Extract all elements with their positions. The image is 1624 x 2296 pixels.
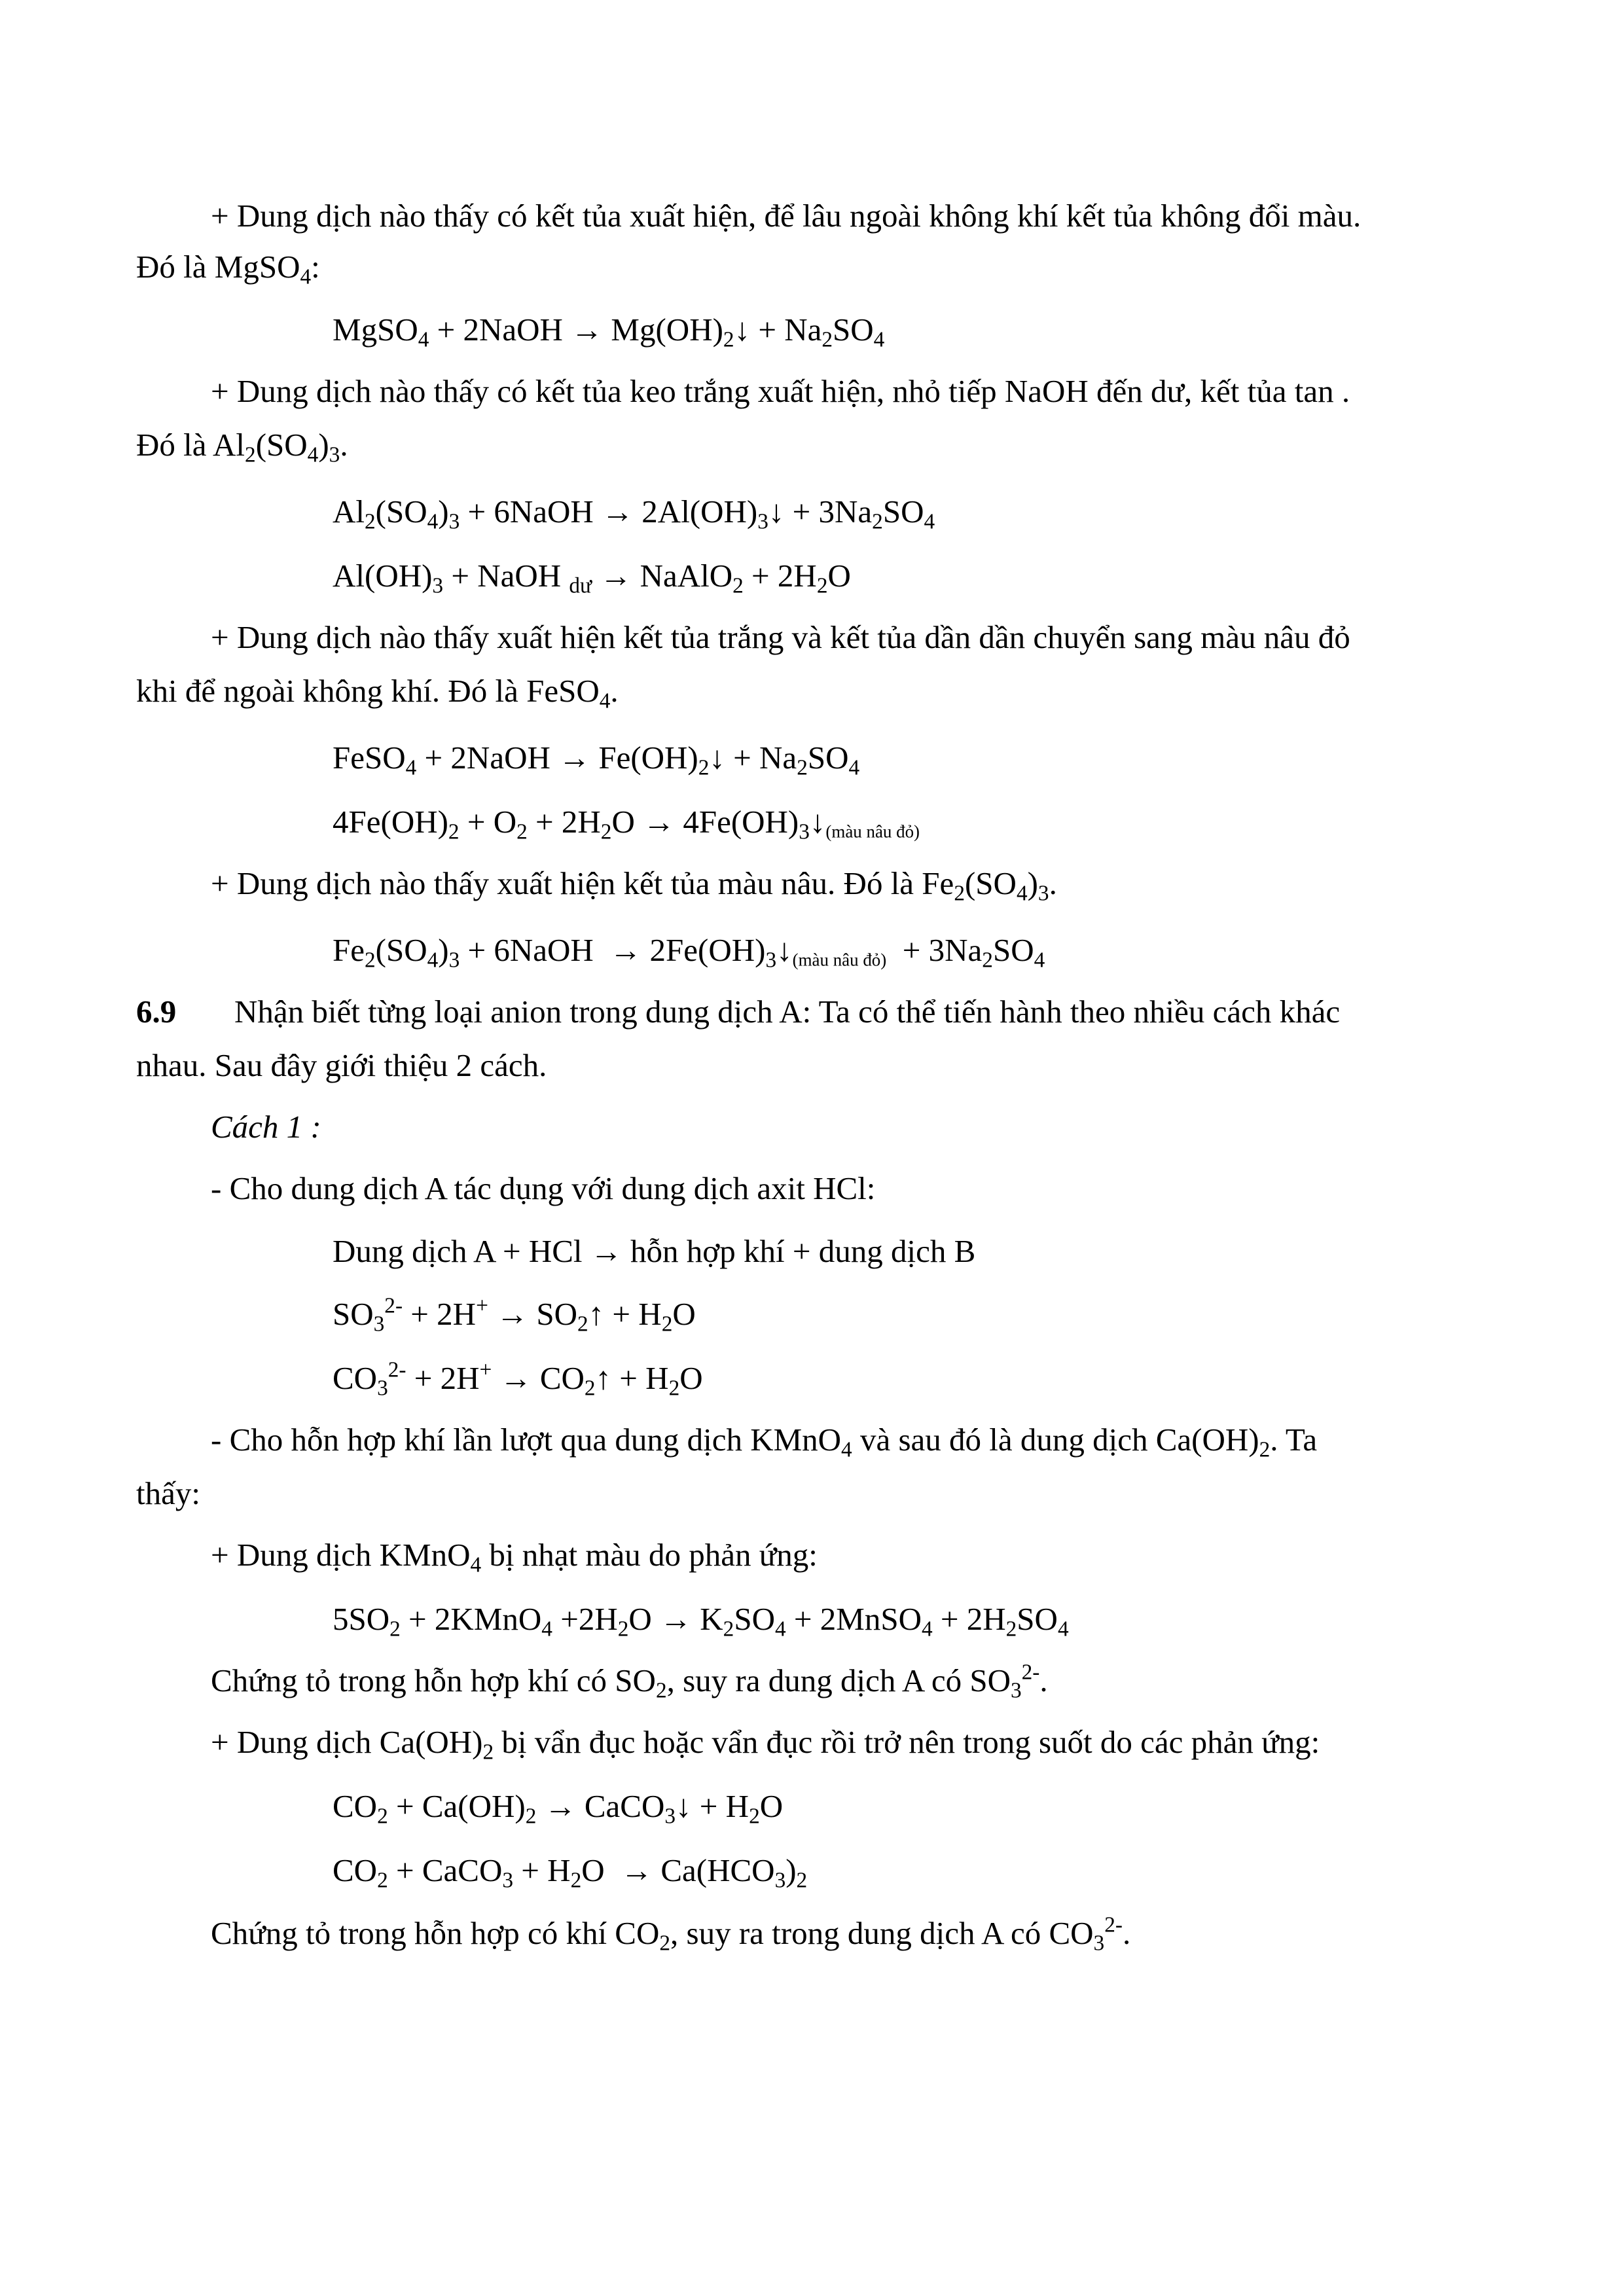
label-mau-nau-do-2: (màu nâu đỏ) (792, 950, 887, 970)
text: - Cho dung dịch A tác dụng với dung dịch axit HCl: (211, 1170, 876, 1206)
paragraph-line (136, 1046, 547, 1085)
paragraph-line: Đó là MgSO$_4$: (136, 249, 320, 289)
text: . Ta (1270, 1422, 1318, 1458)
equation: $5SO_2$ + 2KMnO$_4$ $+2H_2O \to K_2SO_4$ + 2MnSO$_4$ + $2H_2SO_4$ (333, 1601, 1069, 1641)
text: Đó là Al (136, 427, 245, 463)
label-du: dư (569, 573, 592, 598)
paragraph-line: + Dung dịch $Ca(OH)_2$ bị vẩn đục hoặc vẩn đục rồi trở nên trong suốt do các phản ứng: (211, 1724, 1320, 1765)
text: bị nhạt màu do phản ứng: (481, 1537, 818, 1573)
paragraph-line: - Cho hỗn hợp khí lần lượt qua dung dịch KMnO$_4$ và sau đó là dung dịch $Ca(OH)_2$. Ta (211, 1422, 1318, 1462)
paragraph-line (136, 1474, 200, 1513)
text: nhau. Sau đây giới thiệu 2 cách. (136, 1047, 547, 1083)
equation (333, 1232, 975, 1271)
text: + Dung dịch nào thấy có kết tủa xuất hiện, để lâu ngoài không khí kết tủa không đổi màu. (211, 198, 1362, 234)
text: MgSO (333, 312, 418, 348)
text: + Dung dịch Ca(OH) (211, 1724, 483, 1760)
text: khi để ngoài không khí. Đó là FeSO (136, 673, 600, 709)
paragraph-line: Chứng tỏ trong hỗn hợp khí có $SO_2$, suy ra dung dịch A có $SO_3^{2-}$. (211, 1660, 1048, 1703)
text: - Cho hỗn hợp khí lần lượt qua dung dịch KMnO (211, 1422, 842, 1458)
equation: $Fe_2(SO_4)_3$ + 6NaOH → $2Fe(OH)_3↓_{(màu nâu đỏ)} + 3Na_2SO_4$ (333, 932, 1045, 973)
text: và sau đó là dung dịch Ca(OH) (852, 1422, 1259, 1458)
method-heading (211, 1107, 321, 1147)
text: thấy: (136, 1475, 200, 1511)
text: + Dung dịch nào thấy xuất hiện kết tủa màu nâu. Đó là Fe (211, 865, 954, 901)
text: bị vẩn đục hoặc vẩn đục rồi trở nên trong suốt do các phản ứng: (494, 1724, 1320, 1760)
label-mau-nau-do: (màu nâu đỏ) (825, 821, 920, 842)
section-number: 6.9 (136, 994, 177, 1030)
text: Chứng tỏ trong hỗn hợp có khí CO (211, 1915, 660, 1951)
equation: $CO_2$ + CaCO$_3$ + $H_2O \to Ca(HCO_3)_2$ (333, 1852, 808, 1893)
text: + Dung dịch nào thấy có kết tủa keo trắng xuất hiện, nhỏ tiếp NaOH đến dư, kết tủa tan . (211, 373, 1350, 409)
equation: MgSO$_4$ + 2NaOH → $Mg(OH)_2↓ + Na_2SO_4$ (333, 312, 885, 352)
text: Đó là MgSO (136, 249, 300, 285)
equation: $4Fe(OH)_2 + O_2 + 2H_2O$ → $4Fe(OH)_3↓_{(màu nâu đỏ)}$ (333, 804, 920, 844)
paragraph-line (211, 372, 1350, 411)
text: , suy ra trong dung dịch A có CO (670, 1915, 1094, 1951)
text: Cách 1 : (211, 1109, 321, 1145)
equation: FeSO$_4$ + 2NaOH → $Fe(OH)_2↓ + Na_2SO_4$ (333, 740, 860, 780)
section-line (136, 992, 1458, 1031)
text: + Dung dịch nào thấy xuất hiện kết tủa trắng và kết tủa dần dần chuyển sang màu nâu đỏ (211, 619, 1350, 655)
paragraph-line: Đó là $Al_2(SO_4)_3$. (136, 427, 348, 467)
paragraph-line: khi để ngoài không khí. Đó là FeSO$_4$. (136, 673, 619, 713)
text: Chứng tỏ trong hỗn hợp khí có SO (211, 1662, 656, 1698)
paragraph-line (211, 618, 1350, 657)
text: , suy ra dung dịch A có SO (666, 1662, 1011, 1698)
paragraph-line: + Dung dịch nào thấy xuất hiện kết tủa màu nâu. Đó là $Fe_2(SO_4)_3$. (211, 865, 1057, 906)
equation: $Al_2(SO_4)_3$ + 6NaOH → $2Al(OH)_3↓ + 3Na_2SO_4$ (333, 493, 935, 534)
equation: $CO_3^{2-} + 2H^+$ → $CO_2↑ + H_2O$ (333, 1357, 703, 1401)
equation: $Al(OH)_3$ + NaOH $_{dư}$ → NaAlO$_2$ + $2H_2O$ (333, 558, 851, 598)
paragraph-line (211, 196, 1361, 236)
paragraph-line (211, 1169, 875, 1208)
paragraph-line: Chứng tỏ trong hỗn hợp có khí $CO_2$, suy ra trong dung dịch A có $CO_3^{2-}$. (211, 1912, 1131, 1956)
text: + Dung dịch KMnO (211, 1537, 471, 1573)
text: Dung dịch A + HCl → hỗn hợp khí + dung dịch B (333, 1233, 976, 1269)
equation: $SO_3^{2-} + 2H^+$ → $SO_2↑ + H_2O$ (333, 1293, 696, 1336)
equation: $CO_2 + Ca(OH)_2$ → CaCO$_3$↓ + $H_2O$ (333, 1788, 784, 1829)
text: Nhận biết từng loại anion trong dung dịch A: Ta có thể tiến hành theo nhiều cách khác (234, 994, 1341, 1030)
paragraph-line: + Dung dịch KMnO$_4$ bị nhạt màu do phản ứng: (211, 1537, 818, 1577)
